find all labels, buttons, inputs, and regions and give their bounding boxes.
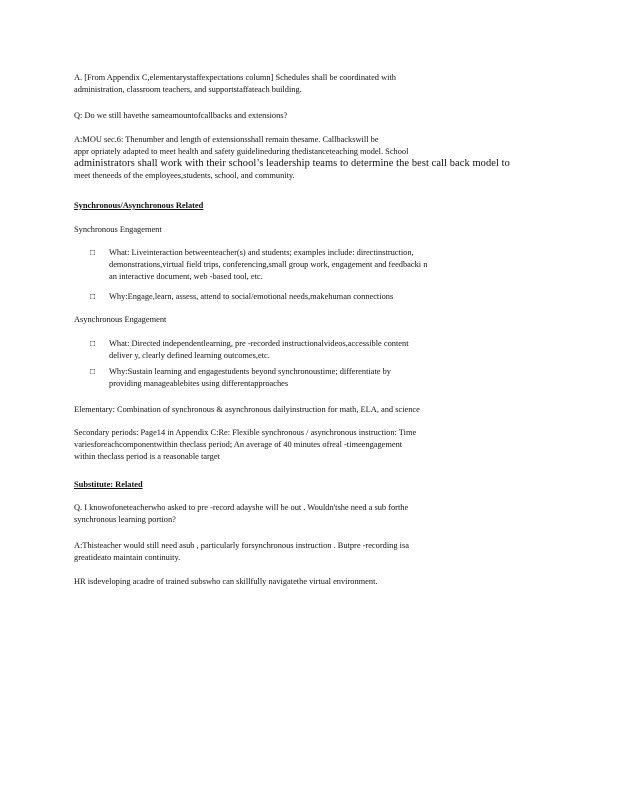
text-line: synchronous learning portion?	[74, 515, 176, 524]
bullet-icon: □	[90, 339, 96, 348]
bullet-icon: □	[90, 367, 96, 376]
subheading-asynchronous: Asynchronous Engagement	[74, 315, 167, 324]
text-line: an interactive document, web -based tool, etc.	[109, 272, 263, 281]
text-line: What: Liveinteraction betweenteacher(s) and students; examples include: directinstruction,	[109, 248, 414, 257]
heading-substitute: Substitute: Related	[74, 480, 143, 489]
text-line: providing manageablebites using differentapproaches	[109, 379, 289, 388]
text-line: Why:Sustain learning and engagestudents beyond synchronoustime; differentiate by	[109, 367, 391, 376]
text-line: Secondary periods: Page14 in Appendix C:Re: Flexible synchronous / asynchronous instruction: Time	[74, 428, 417, 437]
text-line: administrators shall work with their school’s leadership teams to determine the best call back model to	[74, 158, 510, 169]
sync-why-item	[109, 291, 541, 303]
question-substitute	[74, 502, 548, 526]
async-why-item	[109, 366, 541, 390]
async-what-item	[109, 338, 541, 362]
sync-what-item	[109, 247, 541, 283]
text-line: variesforeachcomponentwithin theclass period; An average of 40 minutes ofreal -timeengagement	[74, 440, 403, 449]
text-line: A:Thisteacher would still need asub , particularly forsynchronous instruction . Butpre -recording isa	[74, 541, 409, 550]
heading-sync-async: Synchronous/Asynchronous Related	[74, 201, 204, 210]
paragraph-hr	[74, 576, 548, 588]
text-line: administration, classroom teachers, and supportstaffateach building.	[74, 85, 302, 94]
answer-substitute	[74, 540, 548, 564]
text-line: HR isdeveloping acadre of trained subswho can skillfully navigatethe virtual environment.	[74, 577, 378, 586]
subheading-synchronous: Synchronous Engagement	[74, 225, 162, 234]
text-line: Why:Engage,learn, assess, attend to social/emotional needs,makehuman connections	[109, 292, 394, 301]
text-line: A. [From Appendix C,elementarystaffexpectations column] Schedules shall be coordinated with	[74, 73, 396, 82]
paragraph-secondary	[74, 427, 548, 463]
text-line: Q. I knowofoneteacherwho asked to pre -record adayshe will be out . Wouldn'tshe need a sub forthe	[74, 503, 409, 512]
text-line: A:MOU sec.6: Thenumber and length of extensionsshall remain thesame. Callbackswill be	[74, 135, 379, 144]
text-line: greatideato maintain continuity.	[74, 553, 181, 562]
text-line: What: Directed independentlearning, pre -recorded instructionalvideos,accessible content	[109, 339, 409, 348]
paragraph-elementary	[74, 404, 548, 416]
text-line: meet theneeds of the employees,students, school, and community.	[74, 171, 295, 180]
text-line: within theclass period is a reasonable target	[74, 452, 220, 461]
text-line: deliver y, clearly defined learning outcomes,etc.	[109, 351, 270, 360]
text-line: appr opriately adapted to meet health and safety guidelineduring thedistanceteaching model. School	[74, 147, 409, 156]
paragraph-appendix	[74, 72, 548, 96]
text-line: Elementary: Combination of synchronous & asynchronous dailyinstruction for math, ELA, and science	[74, 405, 420, 414]
answer-callbacks	[74, 134, 548, 182]
question-callbacks	[74, 110, 548, 122]
bullet-icon: □	[90, 248, 96, 257]
bullet-icon: □	[90, 292, 96, 301]
text-line: Q: Do we still havethe sameamountofcallbacks and extensions?	[74, 111, 288, 120]
text-line: demonstrations,virtual field trips, conferencing,small group work, engagement and feedbacki n	[109, 260, 428, 269]
